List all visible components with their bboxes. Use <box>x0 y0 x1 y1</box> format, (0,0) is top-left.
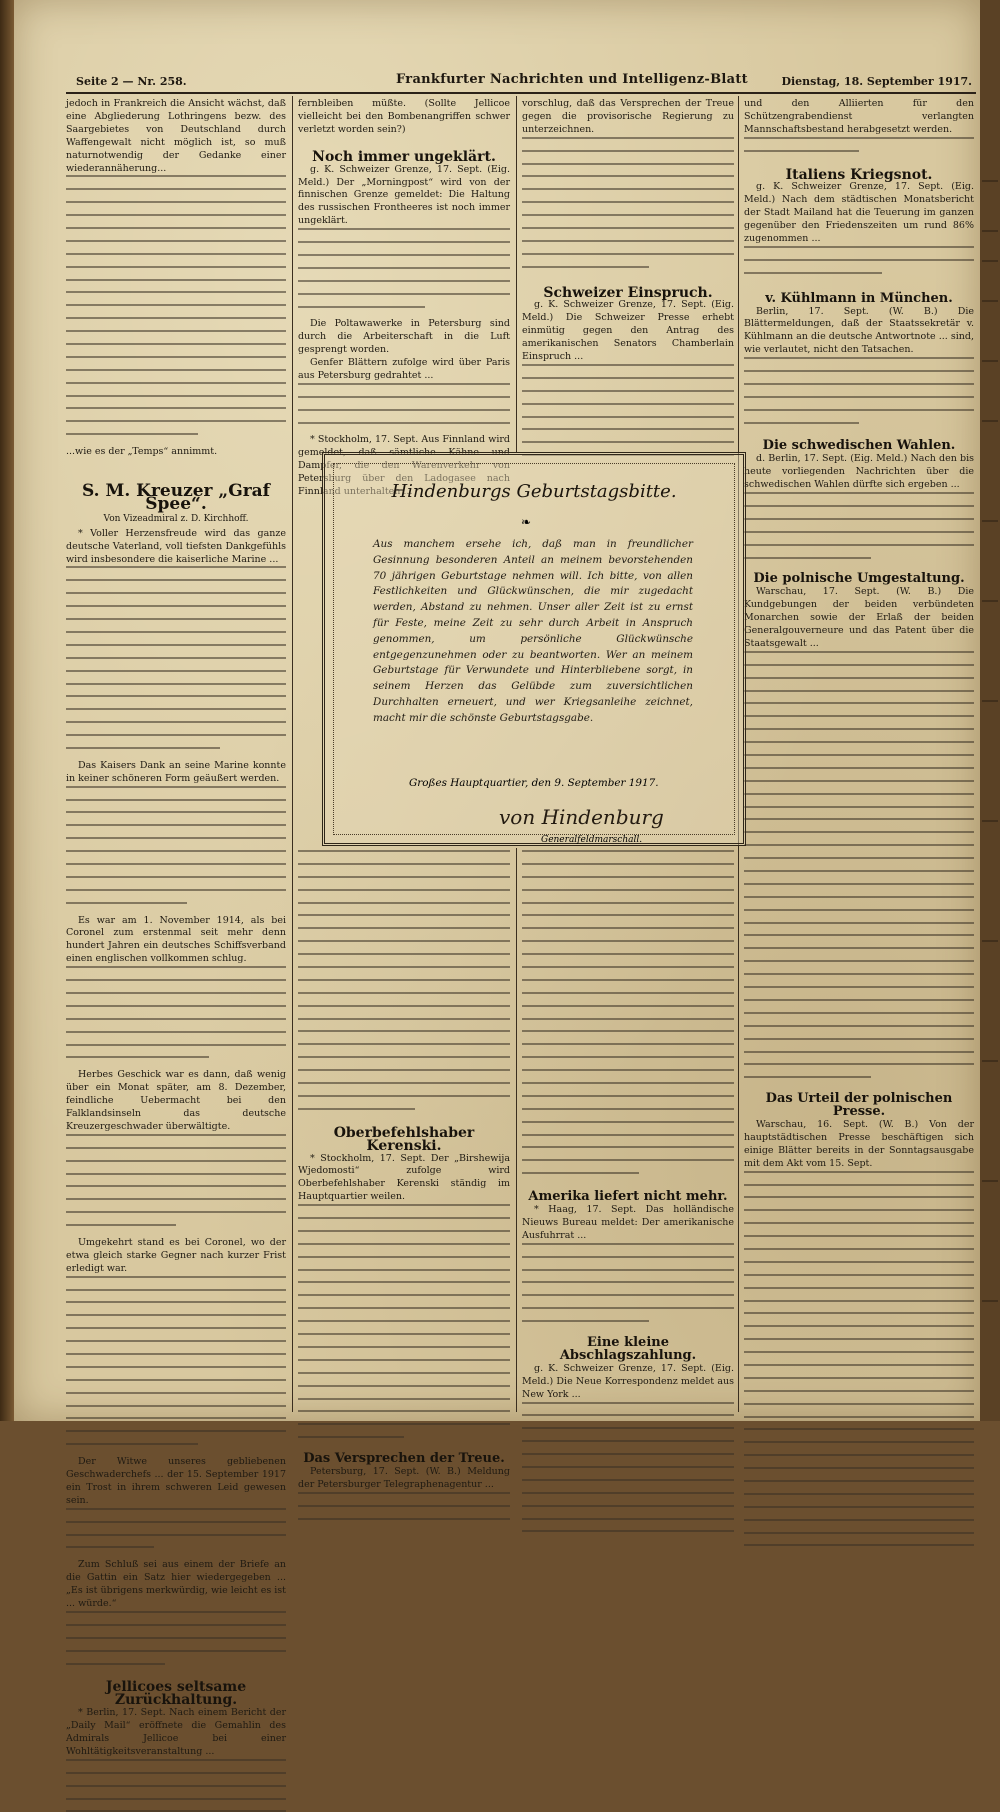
article-text: Die Poltawawerke in Petersburg sind durch die Arbeiterschaft in die Luft gesprengt worden. <box>298 318 510 356</box>
headline: Die polnische Umgestaltung. <box>753 571 965 587</box>
text-lines <box>66 786 286 904</box>
column-3-bottom <box>522 850 734 1410</box>
article-text: * Berlin, 17. Sept. Nach einem Bericht der „Daily Mail“ eröffnete die Gemahlin des Admirals Jellicoe bei einer Wohltätigkeitsveranstaltung ... <box>66 1707 286 1757</box>
headline: Oberbefehlshaber Kerenski. <box>333 1124 475 1154</box>
announcement-date: Großes Hauptquartier, den 9. September 1917. <box>409 777 659 789</box>
article-text: * Stockholm, 17. Sept. Aus Finnland wird gemeldet, daß sämtliche Kähne und Dampfer, die den Warenverkehr von Petersburg über den Ladogasee nach Finnland unterhalten ... <box>298 434 510 498</box>
headline: Schweizer Einspruch. <box>543 284 713 301</box>
article-text: und den Alliierten für den Schützengrabendienst verlangten Mannschaftsbestand herabgesetzt werden. <box>744 98 974 135</box>
headline: v. Kühlmann in München. <box>765 290 953 306</box>
article-text: Zum Schluß sei aus einem der Briefe an die Gattin ein Satz hier wiedergegeben ... „Es ist übrigens merkwürdig, wie leicht es ist ... würde.“ <box>66 1559 286 1610</box>
page-number: Seite 2 — Nr. 258. <box>76 75 187 88</box>
issue-date: Dienstag, 18. September 1917. <box>781 75 972 88</box>
book-binding <box>0 0 14 1421</box>
text-lines <box>744 137 974 152</box>
text-lines <box>66 1759 286 1812</box>
column-rule <box>516 96 517 452</box>
masthead <box>66 72 976 94</box>
text-lines <box>744 246 974 274</box>
article-text: * Haag, 17. Sept. Das holländische Nieuws Bureau meldet: Der amerikanische Ausfuhrrat ... <box>522 1204 734 1241</box>
text-lines <box>298 228 510 307</box>
adjacent-page-edge <box>980 0 1000 1421</box>
newspaper-title: Frankfurter Nachrichten und Intelligenz-Blatt <box>396 72 748 87</box>
text-lines <box>298 850 510 1110</box>
text-lines <box>522 1243 734 1322</box>
column-3-top <box>522 98 734 450</box>
headline: Italiens Kriegsnot. <box>785 166 933 183</box>
article-text: Das Kaisers Dank an seine Marine konnte in keiner schöneren Form geäußert werden. <box>66 759 286 784</box>
column-1 <box>66 98 286 1757</box>
article-text: vorschlug, daß das Versprechen der Treue gegen die provisorische Regierung zu unterzeichnen. <box>522 98 734 135</box>
article-text: fernbleiben müßte. (Sollte Jellicoe vielleicht bei den Bombenangriffen schwer verletzt worden sein?) <box>298 98 510 135</box>
article-text: g. K. Schweizer Grenze, 17. Sept. (Eig. Meld.) Die Schweizer Presse erhebt einmütig gegen den Antrag des amerikanischen Senators Chamberlain Einspruch ... <box>522 299 734 363</box>
article-text: ...wie es der „Temps“ annimmt. <box>66 446 218 458</box>
text-lines <box>298 1492 510 1520</box>
text-lines <box>522 1402 734 1533</box>
column-2-bottom <box>298 850 510 1490</box>
headline: Das Versprechen der Treue. <box>303 1451 505 1467</box>
article-text: jedoch in Frankreich die Ansicht wächst, daß eine Abgliederung Lothringens bezw. des Saargebietes von Deutschland durch Waffengewalt nicht möglich ist, so muß naturnotwendig der Gedanke einer wiederannäherung... <box>66 98 286 174</box>
text-lines <box>298 1204 510 1438</box>
headline: Das Urteil der polnischen Presse. <box>765 1091 953 1120</box>
headline: Jellicoes seltsame Zurückhaltung. <box>105 1679 247 1709</box>
text-lines <box>522 137 734 268</box>
text-lines <box>298 383 510 424</box>
text-lines <box>66 175 286 435</box>
headline: Die schwedischen Wahlen. <box>762 438 956 454</box>
article-text: Umgekehrt stand es bei Coronel, wo der etwa gleich starke Gegner nach kurzer Frist erledigt war. <box>66 1236 286 1274</box>
announcement-title: Hindenburgs Geburtstagsbitte. <box>391 481 677 502</box>
headline: Amerika liefert nicht mehr. <box>528 1189 728 1205</box>
text-lines <box>66 966 286 1058</box>
headline: Noch immer ungeklärt. <box>312 148 496 165</box>
signature: von Hindenburg <box>499 805 664 829</box>
byline: Von Vizeadmiral z. D. Kirchhoff. <box>103 513 249 524</box>
article-text: g. K. Schweizer Grenze, 17. Sept. (Eig. Meld.) Der „Morningpost“ wird von der finnischen Grenze gemeldet: Die Haltung des russischen Frontheeres ist noch immer ungeklärt. <box>298 163 510 227</box>
text-lines <box>522 850 734 1174</box>
headline: S. M. Kreuzer „Graf Spee“. <box>82 481 270 514</box>
article-text: Der Witwe unseres gebliebenen Geschwaderchefs ... der 15. September 1917 ein Trost in ihrem schweren Leid gewesen sein. <box>66 1456 286 1506</box>
text-lines <box>522 364 734 456</box>
announcement-text: Aus manchem ersehe ich, daß man in freundlicher Gesinnung besonderen Anteil an meinem bevorstehenden 70 jährigen Geburtstage nehmen will. Ich bitte, von allen Festlichkeiten und Glückwünschen, die mir zugedacht werden, Abstand zu nehmen. Unser aller Zeit ist zu ernst für Feste, meine Zeit zu sehr durch Arbeit in Anspruch genommen, um persönliche Glückwünsche entgegenzunehmen oder zu beantworten. Wer an meinem Geburtstage für Verwundete und Hinterbliebene sorgt, in seinem Herzen das Gelübde zum zuversichtlichen Durchhalten erneuert, und wer Kriegsanleihe zeichnet, macht mir die schönste Geburtstagsgabe. <box>373 538 693 724</box>
article-text: * Voller Herzensfreude wird das ganze deutsche Vaterland, voll tiefsten Dankgefühls wird insbesondere die kaiserliche Marine ... <box>66 527 286 565</box>
article-text: Berlin, 17. Sept. (W. B.) Die Blättermeldungen, daß der Staatssekretär v. Kühlmann an die deutsche Antwortnote ... sind, wie verlautet, nicht den Tatsachen. <box>744 305 974 356</box>
text-lines <box>744 492 974 558</box>
text-lines <box>66 566 286 748</box>
article-text: Warschau, 17. Sept. (W. B.) Die Kundgebungen der beiden verbündeten Monarchen sowie der Erlaß der beiden Generalgouverneure und das Patent über die Staatsgewalt ... <box>744 586 974 649</box>
ornament-icon: ❧ <box>521 515 532 529</box>
text-lines <box>744 357 974 423</box>
text-lines <box>66 1508 286 1549</box>
headline: Eine kleine Abschlagszahlung. <box>559 1335 697 1363</box>
article-text: g. K. Schweizer Grenze, 17. Sept. (Eig. Meld.) Die Neue Korrespondenz meldet aus New York ... <box>522 1362 734 1400</box>
column-4 <box>744 98 974 1410</box>
article-text: Es war am 1. November 1914, als bei Coronel zum erstenmal seit mehr denn hundert Jahren ein deutsches Schiffsverband einen englischen vollkommen schlug. <box>66 914 286 965</box>
text-lines <box>66 1611 286 1665</box>
signature-role: Generalfeldmarschall. <box>541 835 643 845</box>
column-rule <box>516 848 517 1412</box>
text-lines <box>66 1134 286 1226</box>
text-lines <box>744 651 974 1078</box>
column-rule <box>292 96 293 1412</box>
article-text: d. Berlin, 17. Sept. (Eig. Meld.) Nach den bis heute vorliegenden Nachrichten über die schwedischen Wahlen dürfte sich ergeben ... <box>744 453 974 491</box>
hindenburg-announcement-box <box>322 452 746 846</box>
text-lines <box>66 1276 286 1446</box>
article-text: g. K. Schweizer Grenze, 17. Sept. (Eig. Meld.) Nach dem städtischen Monatsbericht der Stadt Mailand hat die Teuerung im ganzen gegenüber den Friedenszeiten um rund 86% zugenommen ... <box>744 181 974 245</box>
article-text: Herbes Geschick war es dann, daß wenig über ein Monat später, am 8. Dezember, feindliche Uebermacht bei den Falklandsinseln das deutsche Kreuzergeschwader überwältigte. <box>66 1069 286 1132</box>
newspaper-page <box>14 0 980 1757</box>
article-text: * Stockholm, 17. Sept. Der „Birshewija Wjedomosti“ zufolge wird Oberbefehlshaber Kerenski ständig im Hauptquartier weilen. <box>298 1152 510 1203</box>
article-text: Petersburg, 17. Sept. (W. B.) Meldung der Petersburger Telegraphenagentur ... <box>298 1465 510 1490</box>
column-2-top <box>298 98 510 498</box>
text-lines <box>744 1171 974 1547</box>
article-text: Genfer Blättern zufolge wird über Paris aus Petersburg gedrahtet ... <box>298 357 510 382</box>
article-text: Warschau, 16. Sept. (W. B.) Von der hauptstädtischen Presse beschäftigen sich einige Blätter bereits in der Sonntagsausgabe mit dem Akt vom 15. Sept. <box>744 1118 974 1169</box>
